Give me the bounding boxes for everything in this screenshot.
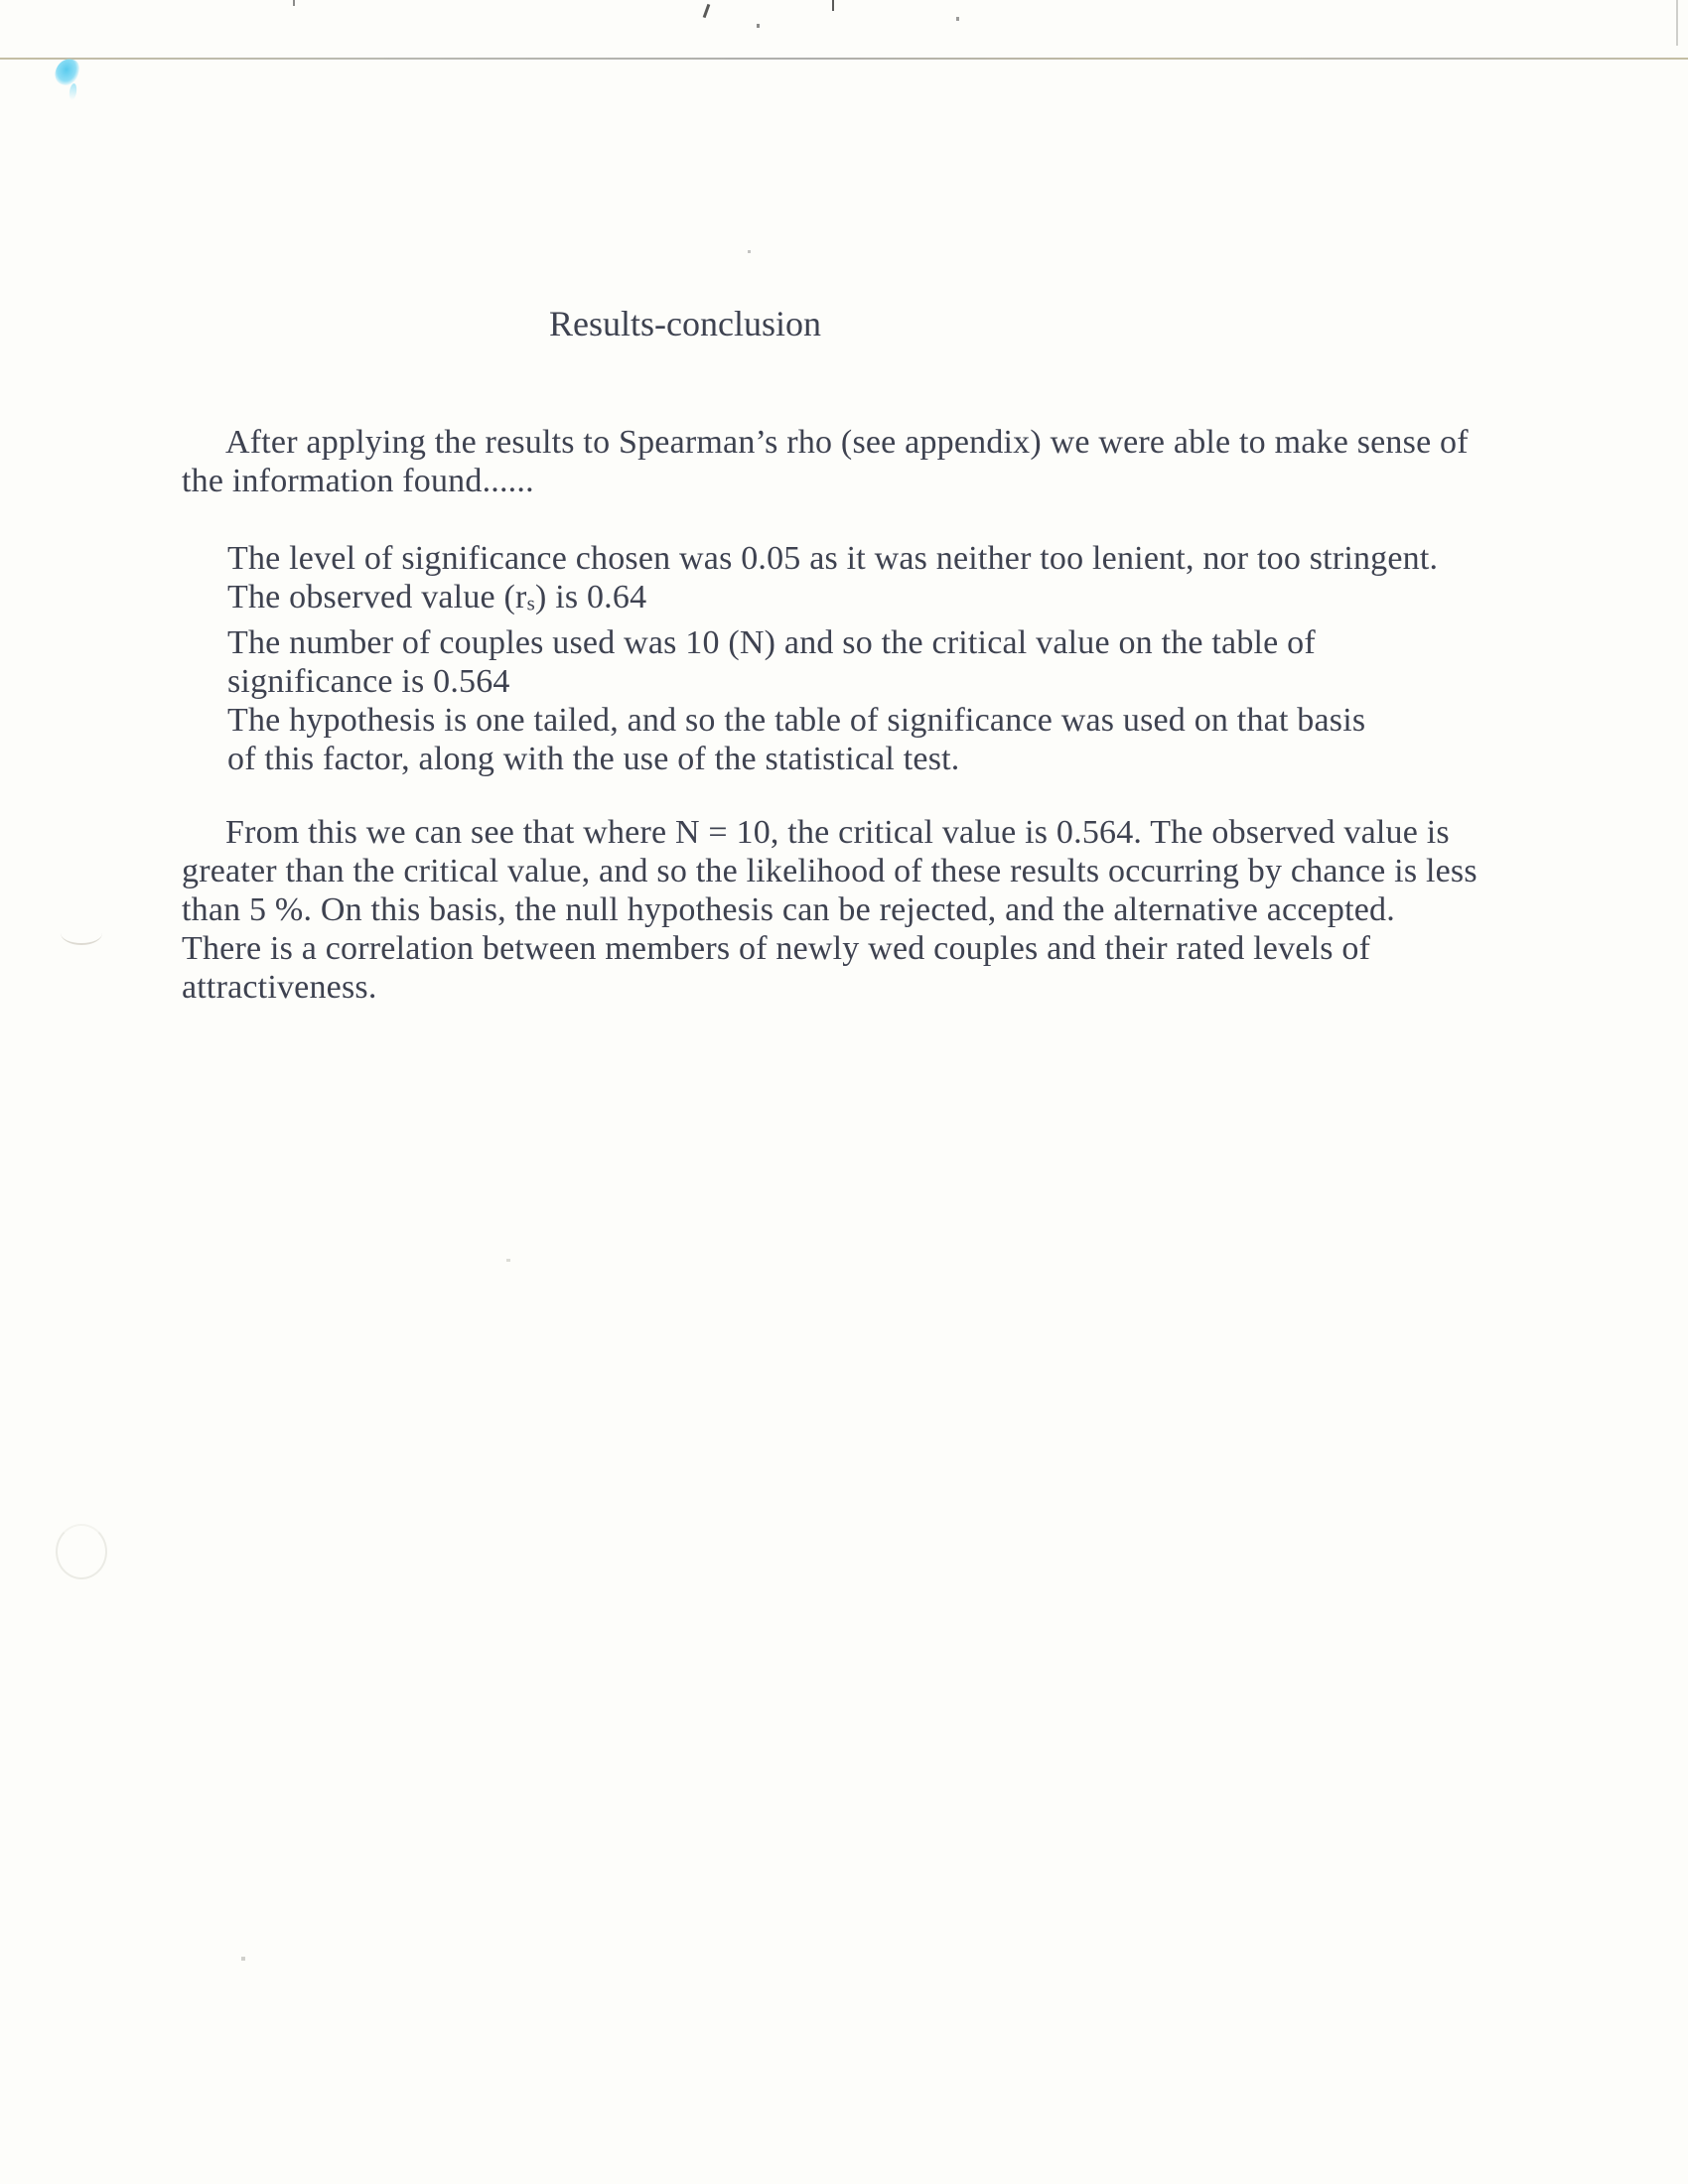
scan-speck (703, 4, 711, 18)
observed-value-pre: The observed value (r (227, 579, 527, 615)
scan-fold-line (0, 58, 1688, 60)
observed-value-post: ) is 0.64 (534, 579, 647, 615)
pencil-curve-mark (61, 921, 102, 945)
paragraph-line: attractiveness. (182, 969, 377, 1006)
scan-edge-line (1676, 0, 1678, 46)
scan-speck (956, 17, 959, 21)
finding-observed-value (227, 578, 1438, 623)
paragraph-line: There is a correlation between members of newly wed couples and their rated levels of (182, 930, 1371, 967)
finding-critical-value: significance is 0.564 (227, 662, 510, 700)
scan-speck (506, 1259, 510, 1262)
document-title: Results-conclusion (549, 304, 821, 343)
paragraph-line: From this we can see that where N = 10, the critical value is 0.564. The observed value is (225, 814, 1450, 851)
finding-hypothesis-tail-cont: of this factor, along with the use of the statistical test. (227, 740, 960, 777)
scan-speck (748, 250, 751, 253)
paragraph-line: greater than the critical value, and so the likelihood of these results occurring by chance is less (182, 853, 1477, 889)
paragraph-line: than 5 %. On this basis, the null hypothesis can be rejected, and the alternative accepted. (182, 891, 1395, 928)
scan-speck (241, 1957, 245, 1961)
paragraph-line: After applying the results to Spearman’s rho (see appendix) we were able to make sense of (225, 424, 1469, 461)
intro-paragraph (182, 423, 1469, 500)
paragraph-line: the information found...... (182, 463, 534, 499)
finding-significance-level: The level of significance chosen was 0.05 as it was neither too lenient, nor too stringent. (227, 540, 1439, 577)
observed-value-subscript: s (526, 591, 535, 615)
scan-speck (757, 24, 760, 28)
conclusion-paragraph (182, 813, 1477, 1007)
finding-hypothesis-tail: The hypothesis is one tailed, and so the table of significance was used on that basis (227, 701, 1366, 739)
punch-circle-mark (56, 1524, 107, 1579)
finding-couples-count: The number of couples used was 10 (N) and so the critical value on the table of (227, 623, 1316, 661)
findings-block (227, 539, 1438, 778)
scan-speck (293, 0, 295, 6)
scan-speck (832, 0, 834, 11)
blue-pen-mark-tail (69, 83, 77, 101)
blue-pen-mark (53, 57, 81, 88)
